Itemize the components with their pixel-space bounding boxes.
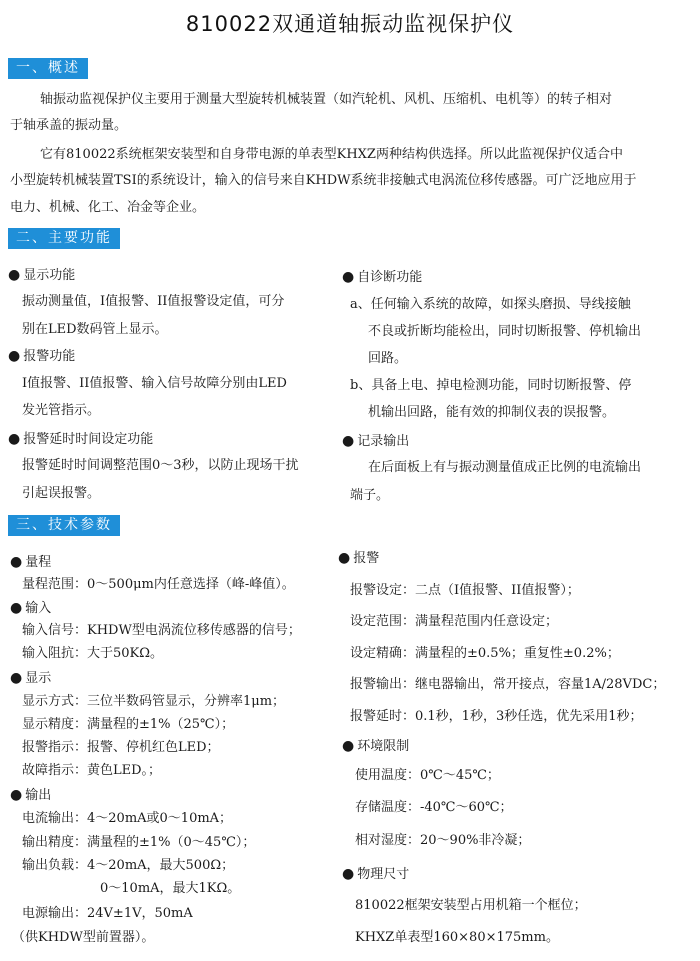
- section-heading-specs: 三、技术参数: [8, 515, 120, 536]
- spec-title: 输出: [25, 788, 52, 803]
- spec-item-range: [10, 553, 51, 572]
- spec-title: 物理尺寸: [357, 867, 410, 882]
- function-item-record-output: [342, 432, 409, 451]
- overview-line: 它有810022系统框架安装型和自身带电源的单表型KHXZ两种结构供选择。所以此监视保护仪适合中: [40, 147, 623, 162]
- function-line: 在后面板上有与振动测量值成正比例的电流输出: [368, 460, 642, 475]
- function-line: 别在LED数码管上显示。: [22, 322, 168, 337]
- function-line: 引起误报警。: [22, 486, 101, 501]
- spec-item-output: [10, 786, 51, 805]
- bullet-icon: ●: [10, 554, 23, 570]
- function-title: 记录输出: [357, 434, 410, 449]
- spec-line: 设定精确：满量程的±0.5%；重复性±0.2%；: [350, 646, 620, 661]
- bullet-icon: ●: [342, 269, 355, 285]
- spec-title: 环境限制: [357, 739, 410, 754]
- spec-line: 报警输出：继电器输出，常开接点，容量1A/28VDC；: [350, 677, 666, 692]
- spec-line: 量程范围：0～500μm内任意选择（峰-峰值）。: [22, 577, 295, 592]
- spec-line: 输入信号：KHDW型电涡流位移传感器的信号；: [22, 623, 301, 638]
- function-item-delay: [8, 430, 153, 449]
- bullet-icon: ●: [8, 431, 21, 447]
- bullet-icon: ●: [10, 670, 23, 686]
- spec-line: 输入阻抗：大于50KΩ。: [22, 646, 164, 661]
- spec-line: 显示精度：满量程的±1%（25℃）；: [22, 717, 235, 732]
- function-line: I值报警、II值报警、输入信号故障分别由LED: [22, 376, 287, 391]
- spec-title: 显示: [25, 671, 52, 686]
- bullet-icon: ●: [338, 550, 351, 566]
- section-heading-functions: 二、主要功能: [8, 228, 120, 249]
- function-title: 显示功能: [23, 268, 76, 283]
- function-line: 机输出回路，能有效的抑制仪表的误报警。: [368, 405, 616, 420]
- function-line: 不良或折断均能检出，同时切断报警、停机输出: [368, 324, 642, 339]
- overview-line: 于轴承盖的振动量。: [10, 118, 128, 133]
- spec-line: 报警设定：二点（I值报警、II值报警）；: [350, 583, 580, 598]
- section-heading-overview: 一、概述: [8, 58, 88, 79]
- bullet-icon: ●: [342, 866, 355, 882]
- overview-line: 轴振动监视保护仪主要用于测量大型旋转机械装置（如汽轮机、风机、压缩机、电机等）的转子相对: [40, 92, 613, 107]
- function-item-alarm: [8, 347, 75, 366]
- function-item-self-diagnosis: [342, 268, 422, 287]
- overview-line: 电力、机械、化工、冶金等企业。: [10, 200, 206, 215]
- spec-line: 设定范围：满量程范围内任意设定；: [350, 614, 559, 629]
- function-line: 发光管指示。: [22, 403, 101, 418]
- bullet-icon: ●: [8, 348, 21, 364]
- function-line: b、具备上电、掉电检测功能，同时切断报警、停: [350, 378, 632, 393]
- function-line: 报警延时时间调整范围0～3秒，以防止现场干扰: [22, 458, 299, 473]
- bullet-icon: ●: [10, 600, 23, 616]
- spec-line: KHXZ单表型160×80×175mm。: [355, 930, 559, 945]
- spec-item-environment: [342, 737, 409, 756]
- spec-item-dimensions: [342, 865, 409, 884]
- function-item-display: [8, 266, 75, 285]
- bullet-icon: ●: [342, 433, 355, 449]
- spec-line: 报警延时：0.1秒，1秒，3秒任选，优先采用1秒；: [350, 709, 643, 724]
- function-line: 端子。: [350, 488, 390, 503]
- spec-line: 相对湿度：20～90%非冷凝；: [355, 833, 531, 848]
- spec-line: 存储温度：-40℃～60℃；: [355, 800, 513, 815]
- spec-title: 输入: [25, 601, 52, 616]
- spec-line: 输出精度：满量程的±1%（0～45℃）；: [22, 835, 256, 850]
- spec-line: 显示方式：三位半数码管显示，分辨率1μm；: [22, 694, 286, 709]
- spec-line: 故障指示：黄色LED。；: [22, 763, 162, 778]
- overview-line: 小型旋转机械装置TSI的系统设计，输入的信号来自KHDW系统非接触式电涡流位移传感器。可广泛地应用于: [10, 173, 637, 188]
- bullet-icon: ●: [8, 267, 21, 283]
- spec-line: 0～10mA，最大1KΩ。: [100, 881, 241, 896]
- spec-line: 810022框架安装型占用机箱一个框位；: [355, 898, 587, 913]
- spec-line: 报警指示：报警、停机红色LED；: [22, 740, 220, 755]
- function-line: 回路。: [368, 351, 408, 366]
- spec-line: 电流输出：4～20mA或0～10mA；: [22, 811, 233, 826]
- function-title: 自诊断功能: [357, 270, 423, 285]
- bullet-icon: ●: [342, 738, 355, 754]
- function-title: 报警延时时间设定功能: [23, 432, 154, 447]
- spec-title: 报警: [353, 551, 380, 566]
- function-line: a、任何输入系统的故障，如探头磨损、导线接触: [350, 297, 631, 312]
- function-title: 报警功能: [23, 349, 76, 364]
- spec-item-display: [10, 669, 51, 688]
- spec-line: （供KHDW型前置器）。: [12, 930, 155, 945]
- spec-line: 输出负载：4～20mA，最大500Ω；: [22, 858, 235, 873]
- spec-item-input: [10, 599, 51, 618]
- bullet-icon: ●: [10, 787, 23, 803]
- spec-item-alarm: [338, 549, 379, 568]
- spec-title: 量程: [25, 555, 52, 570]
- spec-line: 使用温度：0℃～45℃；: [355, 768, 500, 783]
- spec-line: 电源输出：24V±1V，50mA: [22, 906, 193, 921]
- function-line: 振动测量值，I值报警、II值报警设定值，可分: [22, 294, 285, 309]
- page-title: 810022双通道轴振动监视保护仪: [185, 12, 515, 36]
